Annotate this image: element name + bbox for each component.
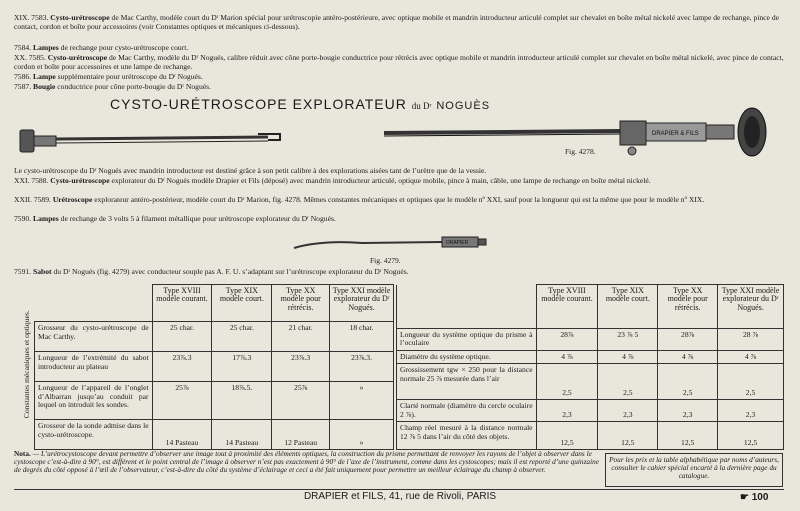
sabot-label: DRAPIER — [446, 240, 469, 246]
entry-title: Cysto-urétroscope — [50, 13, 110, 22]
table-row — [35, 420, 394, 450]
cell-value: 25⅞ — [272, 382, 330, 420]
row-label: Longueur du système optique du prisme à l’oculaire — [397, 328, 537, 350]
cell-value: 12,5 — [536, 422, 598, 450]
table-row — [397, 328, 784, 350]
entry-7583 — [14, 14, 784, 31]
table-header-row — [397, 285, 784, 329]
entry-number: 7591. — [14, 267, 32, 276]
entry-number: XX. 7585. — [14, 53, 46, 62]
instrument-label: DRAPIER & FILS — [652, 131, 699, 137]
entry-number: 7584. — [14, 43, 32, 52]
col-header: Type XX modèle pour rétrécis. — [272, 285, 330, 322]
cell-value: 4 ⅞ — [718, 350, 784, 364]
cell-value: 2,3 — [658, 400, 718, 422]
heading-du: du Dʳ — [411, 101, 432, 111]
entry-number: XXI. 7588. — [14, 176, 49, 185]
table-row — [397, 350, 784, 364]
entry-7590 — [14, 215, 784, 224]
sabot-illustration — [292, 234, 492, 254]
col-header: Type XVIII modèle courant. — [536, 285, 598, 329]
entry-text: du Dʳ Nogués (fig. 4279) avec conducteur souple pas A. F. U. s’adaptant sur l’urétroscope explorateur du Dʳ Nogués. — [51, 267, 409, 276]
constants-table-right — [396, 284, 784, 450]
entry-7589 — [14, 196, 784, 205]
col-header: Type XVIII modèle courant. — [152, 285, 212, 322]
row-label: Grosseur de la sonde admise dans le cysto-urétroscope. — [35, 420, 153, 450]
side-label-text: Constantes mécaniques et optiques. — [21, 310, 31, 419]
cell-value: 2,3 — [536, 400, 598, 422]
cell-value: 2,5 — [598, 364, 658, 400]
instrument-short-illustration — [18, 124, 288, 158]
table-row — [397, 364, 784, 400]
row-label: Champ réel mesuré à la distance normale 12 ⅞ 5 dans l’air du côté des objets. — [397, 422, 537, 450]
cell-value: 23⅞.3 — [272, 352, 330, 382]
entry-number: 7586. — [14, 72, 32, 81]
entry-7587 — [14, 83, 784, 92]
cell-value: 12,5 — [658, 422, 718, 450]
cell-value: 28⅞ — [536, 328, 598, 350]
entry-title: Cysto-urétroscope — [50, 176, 110, 185]
entry-7585 — [14, 54, 784, 71]
entry-7586 — [14, 73, 784, 82]
entry-text: de rechange de 3 volts 5 à filament métallique pour urétroscope explorateur du Dʳ Nogués. — [58, 214, 336, 223]
entry-text: de Mac Carthy, modèle court du Dʳ Marion spécial pour urétroscopie antéro-postérieure, avec optique mobile et mandrin introducteur articulé complet sur chevalet en boîte métal nickelé avec lampe de rechange, pince de contact, cordon et boîte pour accessoires (voir Constantes optiques et mécaniques ci-dessous). — [14, 13, 779, 31]
cell-value: 25 char. — [152, 322, 212, 352]
table-header-row — [35, 285, 394, 322]
entry-title: Lampes — [33, 43, 59, 52]
entry-text: explorateur du Dʳ Nogués modèle Drapier et Fils (déposé) avec mandrin introducteur articulé, optique mobile, pince à main, câble, une lampe de rechange en boîte métal nickelé. — [109, 176, 651, 185]
entry-7588 — [14, 177, 784, 186]
empty-corner — [35, 285, 153, 322]
heading-name: NOGUÈS — [436, 100, 491, 112]
cell-value: 18 char. — [330, 322, 394, 352]
cell-value: 23⅞.3 — [152, 352, 212, 382]
cell-value: 4 ⅞ — [536, 350, 598, 364]
table-row — [397, 422, 784, 450]
cell-value: 2,3 — [598, 400, 658, 422]
nota-paragraph — [14, 450, 604, 474]
cell-value: 2,5 — [718, 364, 784, 400]
cell-value: 4 ⅞ — [598, 350, 658, 364]
entry-description — [14, 167, 784, 176]
entry-number: XIX. 7583. — [14, 13, 49, 22]
cell-value: 14 Pasteau — [212, 420, 272, 450]
entry-number: 7590. — [14, 214, 32, 223]
cell-value: 14 Pasteau — [152, 420, 212, 450]
pointing-hand-icon: ☛ — [740, 492, 749, 503]
cell-value: » — [330, 382, 394, 420]
table-row — [397, 400, 784, 422]
entry-7591 — [14, 268, 784, 277]
cell-value: 2,3 — [718, 400, 784, 422]
nota-label: Nota. — [14, 449, 31, 458]
cell-value: 25⅞ — [152, 382, 212, 420]
col-header: Type XXI modèle explorateur du Dʳ Nogués. — [718, 285, 784, 329]
row-label: Longueur de l’appareil de l’onglet d’Albarran jusqu’au conduit par lequel on introduit les sondes. — [35, 382, 153, 420]
nota-text: — L’urétrocystoscope devant permettre d’observer une image tout à proximité des éléments optiques, la construction du prisme permettant de renvoyer les rayons de l’objet à observer dans le cystoscope c’est-à-dire à 90°, est différent et le point central de l’image à observer n’est pas exactement à 90° de l’axe de l’instrument, comme dans les cystoscopes; mais il est reporté d’une quinzaine de degrés du côté opposé à l’œil de l’observateur, c’est-à-dire du côté du système d’éclairage et ceci a été fait uniquement pour permettre un meilleur éclairage du champ à observer. — [14, 449, 599, 475]
cell-value: 28 ⅞ — [718, 328, 784, 350]
figure-caption-4279: Fig. 4279. — [370, 256, 401, 265]
entry-title: Sabot — [33, 267, 52, 276]
note-box: Pour les prix et la table alphabétique par noms d’auteurs, consulter le cahier spécial encarté à la dernière page du catalogue. — [605, 453, 783, 487]
entry-title: Urétroscope — [52, 195, 93, 204]
cell-value: 12 Pasteau — [272, 420, 330, 450]
entry-text: conductrice pour cône porte-bougie du Dʳ Nogués. — [55, 82, 211, 91]
heading-main: CYSTO-URÉTROSCOPE EXPLORATEUR — [110, 96, 407, 112]
entry-text: de rechange pour cysto-urétroscope court. — [58, 43, 189, 52]
constants-table-left — [34, 284, 394, 450]
entry-number: XXII. 7589. — [14, 195, 51, 204]
page-number-area — [740, 492, 768, 503]
figure-caption-4278: Fig. 4278. — [565, 147, 596, 156]
cell-value: 23⅞.3. — [330, 352, 394, 382]
row-label: Diamètre du système optique. — [397, 350, 537, 364]
cell-value: 12,5 — [598, 422, 658, 450]
table-side-label — [14, 292, 31, 442]
entry-text: Le cysto-urétroscope du Dʳ Nogués avec mandrin introducteur est destiné grâce à son petit calibre à des explorations aisées tant de l’urètre que de la vessie. — [14, 166, 487, 175]
cell-value: 28⅞ — [658, 328, 718, 350]
cell-value: 21 char. — [272, 322, 330, 352]
row-label: Grossissement tgw × 250 pour la distance normale 25 ⅞ mesurée dans l’air — [397, 364, 537, 400]
cell-value: 25 char. — [212, 322, 272, 352]
page-number: 100 — [751, 492, 769, 503]
cell-value: 18⅞.5. — [212, 382, 272, 420]
cell-value: 12,5 — [718, 422, 784, 450]
table-row — [35, 322, 394, 352]
col-header: Type XX modèle pour rétrécis. — [658, 285, 718, 329]
cell-value: 2,5 — [536, 364, 598, 400]
cell-value: 2,5 — [658, 364, 718, 400]
table-row — [35, 352, 394, 382]
entry-title: Bougie — [33, 82, 56, 91]
col-header: Type XIX modèle court. — [212, 285, 272, 322]
col-header: Type XIX modèle court. — [598, 285, 658, 329]
empty-corner — [397, 285, 537, 329]
entry-text: supplémentaire pour urétroscope du Dʳ Nogués. — [55, 72, 203, 81]
entry-7584 — [14, 44, 784, 53]
entry-text: de Mac Carthy, modèle du Dʳ Nogués, calibre réduit avec cône porte-bougie conductrice pour rétrécis avec optique mobile et mandrin introducteur articulé complet sur chevalet en boîte métal nickelé, avec pince de contact, cordon et boîte pour accessoires et une lampe de rechange. — [14, 53, 784, 71]
cell-value: 4 ⅞ — [658, 350, 718, 364]
entry-title: Lampe — [33, 72, 56, 81]
row-label: Clarté normale (diamètre du cercle oculaire 2 ⅞). — [397, 400, 537, 422]
footer-address: DRAPIER et FILS, 41, rue de Rivoli, PARIS — [303, 491, 497, 502]
entry-number: 7587. — [14, 82, 32, 91]
entry-text: explorateur antéro-postérieur, modèle court du Dʳ Marion, fig. 4278. Mêmes constantes mécaniques et optiques que le modèle nº XXI, sauf pour la longueur qui est la même que pour le modèle nº XIX. — [92, 195, 705, 204]
footer-rule — [14, 489, 784, 490]
cell-value: » — [330, 420, 394, 450]
entry-title: Cysto-urétroscope — [47, 53, 108, 62]
entry-title: Lampes — [33, 214, 59, 223]
row-label: Longueur de l’extrémité du sabot introducteur au plateau — [35, 352, 153, 382]
table-row — [35, 382, 394, 420]
cell-value: 23 ⅞ 5 — [598, 328, 658, 350]
cell-value: 17⅞.3 — [212, 352, 272, 382]
col-header: Type XXI modèle explorateur du Dʳ Nogués. — [330, 285, 394, 322]
row-label: Grosseur du cysto-urétroscope de Mac Carthy. — [35, 322, 153, 352]
